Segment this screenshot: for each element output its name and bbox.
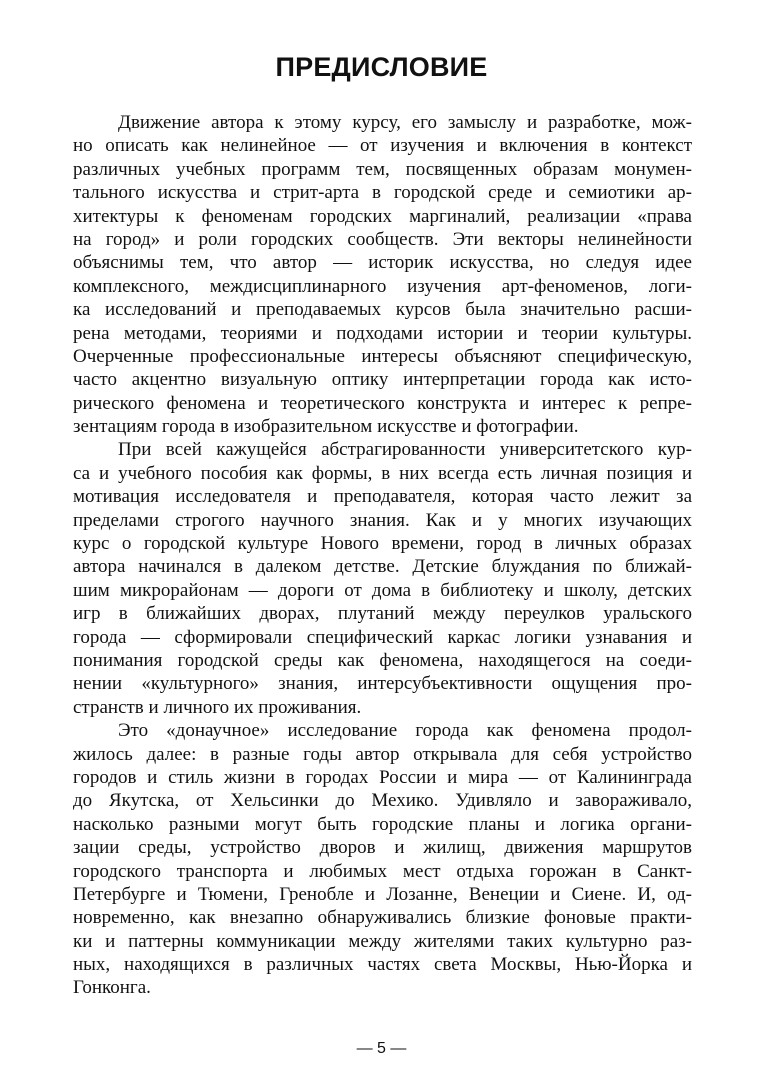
page-number: — 5 — <box>356 1040 407 1057</box>
text-line: автора начинался в далеком детстве. Детские блуждания по ближай- <box>73 556 692 578</box>
text-line: Движение автора к этому курсу, его замыслу и разработке, мож- <box>118 112 692 133</box>
text-line: ки и паттерны коммуникации между жителями таких культурно раз- <box>73 930 692 952</box>
chapter-heading: ПРЕДИСЛОВИЕ <box>275 52 488 82</box>
text-line: странств и личного их проживания. <box>73 696 362 718</box>
text-line: Это «донаучное» исследование города как феномена продол- <box>118 720 692 742</box>
text-line: зации среды, устройство дворов и жилищ, движения маршрутов <box>73 837 692 859</box>
text-line: Гонконга. <box>73 977 151 999</box>
text-line: рена методами, теориями и подходами истории и теории культуры. <box>73 322 692 344</box>
text-line: объяснимы тем, что автор — историк искусства, но следуя идее <box>73 252 692 274</box>
text-line: нении «культурного» знания, интерсубъективности ощущения про- <box>73 673 692 695</box>
text-line: жилось далее: в разные годы автор открывала для себя устройство <box>73 743 692 765</box>
text-line: са и учебного пособия как формы, в них всегда есть личная позиция и <box>73 462 692 484</box>
text-line: но описать как нелинейное — от изучения и включения в контекст <box>73 135 692 157</box>
text-line: Очерченные профессиональные интересы объясняют специфическую, <box>73 345 692 367</box>
text-line: мотивация исследователя и преподавателя, которая часто лежит за <box>73 486 692 508</box>
text-line: ка исследований и преподаваемых курсов была значительно расши- <box>73 299 692 321</box>
text-line: рического феномена и теоретического конструкта и интерес к репре- <box>73 392 692 414</box>
text-line: ных, находящихся в различных частях света Москвы, Нью-Йорка и <box>73 954 692 976</box>
text-line: шим микрорайонам — дороги от дома в библиотеку и школу, детских <box>73 579 692 601</box>
text-line: городского транспорта и любимых мест отдыха горожан в Санкт- <box>73 860 692 882</box>
text-line: города — сформировали специфический каркас логики узнавания и <box>73 626 692 648</box>
text-line: часто акцентно визуальную оптику интерпретации города как исто- <box>73 369 692 391</box>
text-line: насколько разными могут быть городские планы и логика органи- <box>73 813 692 835</box>
text-line: новременно, как внезапно обнаруживались близкие фоновые практи- <box>73 907 692 929</box>
text-line: курс о городской культуре Нового времени, город в личных образах <box>73 533 692 555</box>
preface-text <box>73 111 692 1000</box>
text-line: различных учебных программ тем, посвященных образам монумен- <box>73 158 692 180</box>
text-line: понимания городской среды как феномена, находящегося на соеди- <box>73 649 692 671</box>
text-line: пределами строгого научного знания. Как и у многих изучающих <box>73 509 692 531</box>
text-line: до Якутска, от Хельсинки до Мехико. Удивляло и завораживало, <box>73 790 692 812</box>
text-line: тального искусства и стрит-арта в городской среде и семиотики ар- <box>73 182 692 204</box>
text-line: игр в ближайших дворах, плутаний между переулков уральского <box>73 603 692 625</box>
text-line: При всей кажущейся абстрагированности университетского кур- <box>118 439 692 461</box>
text-line: комплексного, междисциплинарного изучения арт-феноменов, логи- <box>73 275 692 297</box>
text-line: Петербурге и Тюмени, Гренобле и Лозанне, Венеции и Сиене. И, од- <box>73 883 692 905</box>
text-line: зентациям города в изобразительном искусстве и фотографии. <box>73 416 579 438</box>
text-line: городов и стиль жизни в городах России и мира — от Калининграда <box>73 766 692 788</box>
text-line: хитектуры к феноменам городских маргиналий, реализации «права <box>73 205 692 227</box>
paragraph-1 <box>73 111 692 438</box>
text-line: на город» и роли городских сообществ. Эти векторы нелинейности <box>73 228 692 250</box>
paragraph-2 <box>73 438 692 719</box>
paragraph-3 <box>73 719 692 1000</box>
